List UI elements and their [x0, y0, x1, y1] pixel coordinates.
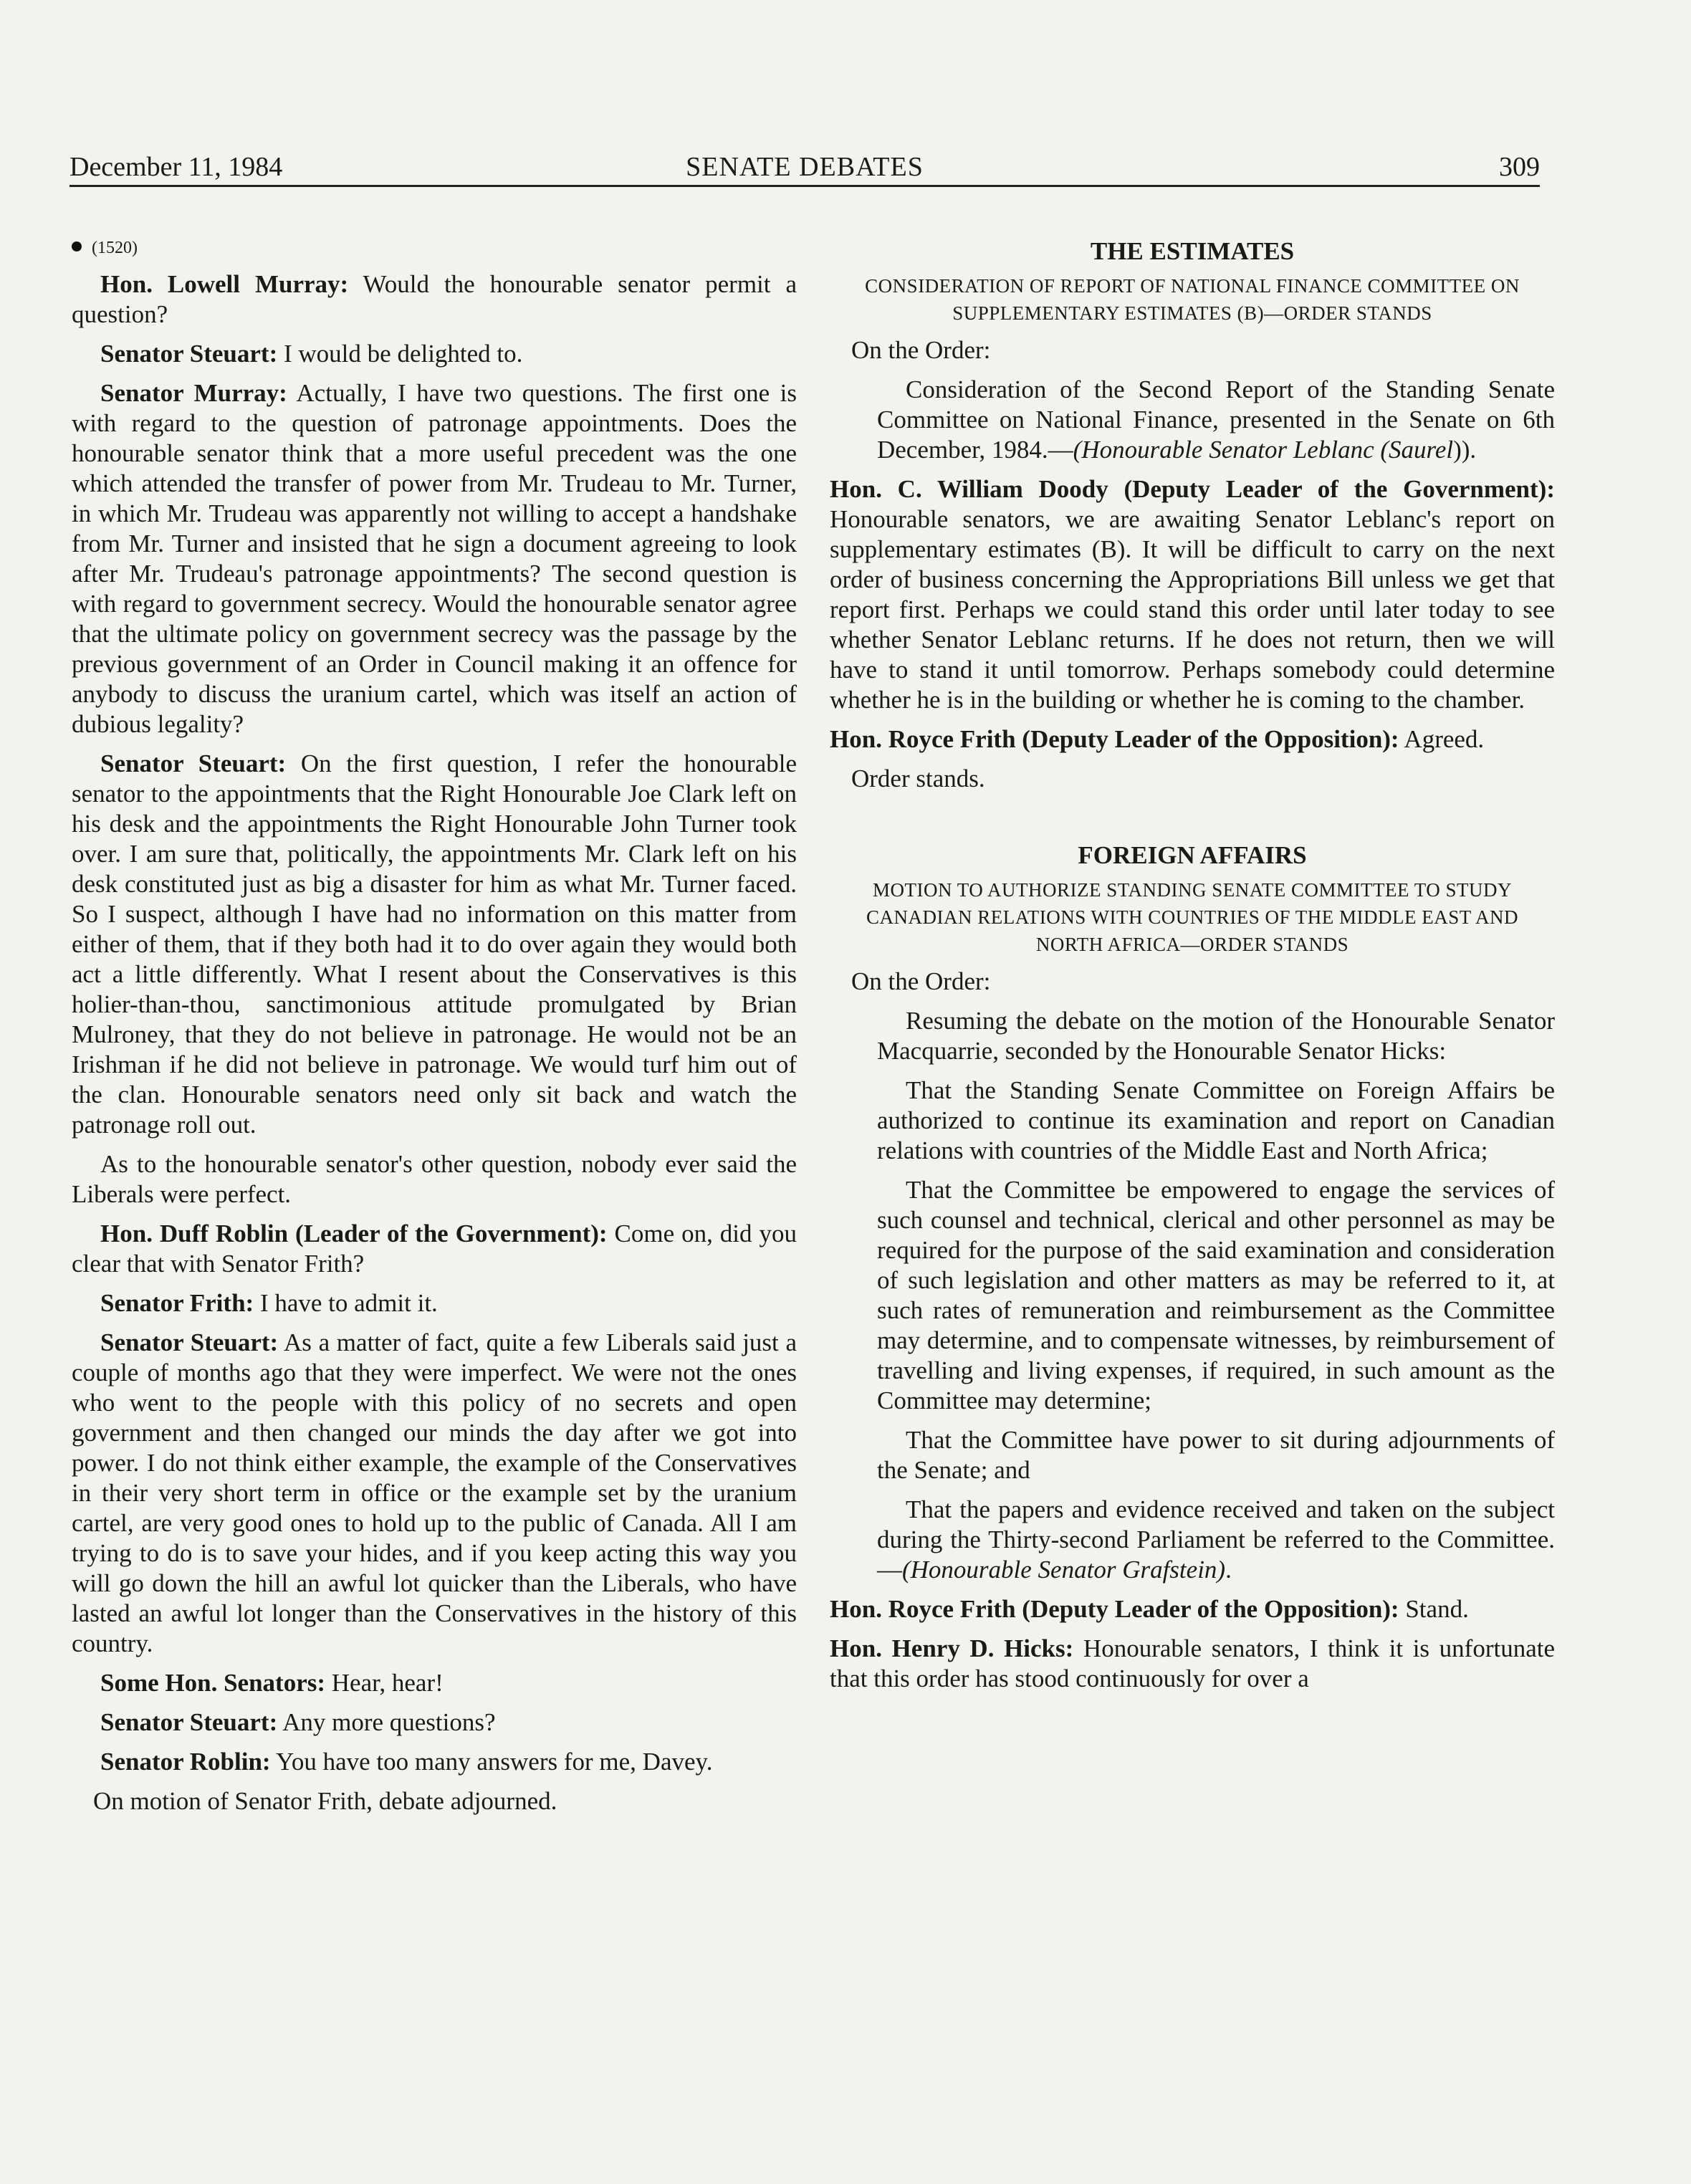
- section-foreign-affairs: [830, 840, 1555, 1694]
- speaker-name: Senator Steuart:: [100, 340, 278, 368]
- order-text: [877, 375, 1555, 465]
- left-column: [72, 236, 797, 1826]
- speech-text: On the first question, I refer the honourable senator to the appointments that the Right Honourable Joe Clark left on his desk and the appointments the Right Honourable John Turner took over. I am sure that, politically, the appointments Mr. Clark left on his desk constituted just as big a disaster for him as what Mr. Turner faced. So I suspect, although I have had no information on this matter from either of them, that if they both had it to do over again they would both act a little differently. What I resent about the Conservatives is this holier-than-thou, sanctimonious attitude promulgated by Brian Mulroney, that they do not believe in patronage. He would not be an Irishman if he did not believe in patronage. We would turf him out of the clan. Honourable senators need only sit back and watch the patronage roll out.: [72, 749, 797, 1139]
- section-gap: [830, 803, 1555, 840]
- motion-clause: That the Standing Senate Committee on Foreign Affairs be authorized to continue its examination and report on Canadian relations with countries of the Middle East and North Africa;: [877, 1076, 1555, 1164]
- motion-clause: That the Committee have power to sit during adjournments of the Senate; and: [877, 1426, 1555, 1484]
- motion-end: .: [1225, 1556, 1232, 1584]
- speech: [72, 339, 797, 369]
- speech-text: As a matter of fact, quite a few Liberals said just a couple of months ago that they were imperfect. We were not the ones who went to the people with this policy of no secrets and open government and then changed our minds the day after we got into power. I do not think either example, the example of the Conservatives in their very short term in office or the example set by the uranium cartel, are very good ones to hold up to the public of Canada. All I am trying to do is to save your hides, and if you keep acting this way you will go down the hill an awful lot quicker than the Liberals, who have lasted an awful lot longer than the Conservatives in the history of this country.: [72, 1328, 797, 1657]
- speech-text: Come on, did you clear that with Senator Frith?: [72, 1220, 797, 1278]
- speaker-name: Senator Murray:: [100, 379, 287, 407]
- speech: [830, 724, 1555, 755]
- speech-text: Any more questions?: [277, 1708, 496, 1736]
- speaker-name: Hon. Duff Roblin (Leader of the Government):: [100, 1220, 608, 1247]
- speech-text: Hear, hear!: [325, 1669, 444, 1697]
- header-title: SENATE DEBATES: [686, 152, 924, 182]
- order-attribution: (Honourable Senator Leblanc (: [1073, 436, 1389, 464]
- speech-text: I would be delighted to.: [277, 340, 523, 368]
- speaker-name: Senator Steuart:: [100, 1708, 278, 1736]
- speech: [830, 1634, 1555, 1694]
- order-stands: Order stands.: [851, 765, 985, 792]
- speaker-name: Hon. Henry D. Hicks:: [830, 1634, 1074, 1662]
- speaker-name: Some Hon. Senators:: [100, 1669, 326, 1697]
- page-header: [70, 149, 1540, 185]
- speaker-name: Hon. Lowell Murray:: [100, 270, 349, 298]
- speech-text: Agreed.: [1399, 725, 1485, 753]
- motion-body: That the papers and evidence received and taken on the subject during the Thirty-second Parliament be referred to the Committee.—: [877, 1495, 1555, 1584]
- motion-clause: That the Committee be empowered to engage the services of such counsel and technical, clerical and other personnel as may be required for the purpose of the said examination and consideration of such legislation and other matters as may be referred to it, at such rates of remuneration and reimbursement as the Committee may determine, and to compensate witnesses, by reimbursement of travelling and living expenses, if required, in such amount as the Committee may determine;: [877, 1176, 1555, 1414]
- speaker-name: Hon. C. William Doody (Deputy Leader of the Government):: [830, 475, 1555, 503]
- motion-attribution: (Honourable Senator Grafstein): [902, 1556, 1226, 1584]
- speech-text: Honourable senators, we are awaiting Senator Leblanc's report on supplementary estimates (B). It will be difficult to carry on the next order of business concerning the Appropriations Bill unless we get that report first. Perhaps we could stand this order until later today to see whether Senator Leblanc returns. If he does not return, then we will have to stand it until tomorrow. Perhaps somebody could determine whether he is in the building or whether he is coming to the chamber.: [830, 505, 1555, 714]
- speaker-name: Hon. Royce Frith (Deputy Leader of the Opposition):: [830, 1595, 1399, 1623]
- speech: [72, 1708, 797, 1738]
- speech: [72, 1288, 797, 1318]
- motion-clause: [877, 1495, 1555, 1585]
- speech: [72, 1328, 797, 1659]
- on-the-order: On the Order:: [851, 967, 991, 995]
- speaker-name: Senator Steuart:: [100, 749, 287, 777]
- speech: [72, 269, 797, 330]
- speech-text: Actually, I have two questions. The first one is with regard to the question of patronage appointments. Does the honourable senator think that a more useful precedent was the one which attended the transfer of power from Mr. Trudeau to Mr. Turner, in which Mr. Trudeau was apparently not willing to accept a handshake from Mr. Turner and insisted that he sign a document agreeing to look after Mr. Trudeau's patronage appointments? The second question is with regard to government secrecy. Would the honourable senator agree that the ultimate policy on government secrecy was the passage by the previous government of an Order in Council making it an offence for anybody to discuss the uranium cartel, which was itself an action of dubious legality?: [72, 379, 797, 738]
- speech-text: Would the honourable senator permit a question?: [72, 270, 797, 328]
- speech-text: As to the honourable senator's other question, nobody ever said the Liberals were perfect.: [72, 1150, 797, 1208]
- timestamp: [72, 236, 797, 259]
- speaker-name: Senator Steuart:: [100, 1328, 279, 1356]
- bullet-icon: [72, 241, 82, 252]
- speaker-name: Senator Frith:: [100, 1289, 254, 1317]
- speech-text: Stand.: [1399, 1595, 1469, 1623]
- section-subtitle: CONSIDERATION OF REPORT OF NATIONAL FINANCE COMMITTEE ON SUPPLEMENTARY ESTIMATES (B)—ORDER STANDS: [865, 275, 1520, 324]
- timestamp-text: (1520): [92, 239, 138, 257]
- speech: [830, 474, 1555, 715]
- right-column: [830, 236, 1555, 1703]
- header-date: December 11, 1984: [70, 152, 283, 182]
- speech: [72, 1668, 797, 1698]
- section-subtitle: MOTION TO AUTHORIZE STANDING SENATE COMMITTEE TO STUDY CANADIAN RELATIONS WITH COUNTRIES OF THE MIDDLE EAST AND NORTH AFRICA—ORDER STANDS: [866, 879, 1518, 955]
- section-estimates: [830, 236, 1555, 794]
- order-body: Consideration of the Second Report of the Standing Senate Committee on National Finance, presented in the Senate on 6th December, 1984.—: [877, 375, 1555, 464]
- speaker-name: Senator Roblin:: [100, 1748, 271, 1776]
- on-the-order: On the Order:: [851, 336, 991, 364]
- speech: [72, 749, 797, 1140]
- speech-text: I have to admit it.: [254, 1289, 438, 1317]
- speech: [72, 1149, 797, 1210]
- header-rule: [70, 185, 1540, 187]
- speech-text: Honourable senators, I think it is unfortunate that this order has stood continuously for over a: [830, 1634, 1555, 1692]
- section-title: FOREIGN AFFAIRS: [1078, 841, 1307, 869]
- speech: [72, 378, 797, 739]
- speech: [72, 1747, 797, 1777]
- order-attribution-close: )).: [1453, 436, 1477, 464]
- header-page-number: 309: [1499, 152, 1540, 182]
- resuming-text: Resuming the debate on the motion of the Honourable Senator Macquarrie, seconded by the Honourable Senator Hicks:: [877, 1007, 1555, 1065]
- speech-text: You have too many answers for me, Davey.: [270, 1748, 713, 1776]
- left-paragraphs: [72, 269, 797, 1777]
- closing-line: On motion of Senator Frith, debate adjourned.: [93, 1787, 557, 1815]
- order-attribution-name: Saurel: [1389, 436, 1454, 464]
- speaker-name: Hon. Royce Frith (Deputy Leader of the Opposition):: [830, 725, 1399, 753]
- section-title: THE ESTIMATES: [1090, 237, 1295, 265]
- speech: [72, 1219, 797, 1279]
- speech: [830, 1594, 1555, 1624]
